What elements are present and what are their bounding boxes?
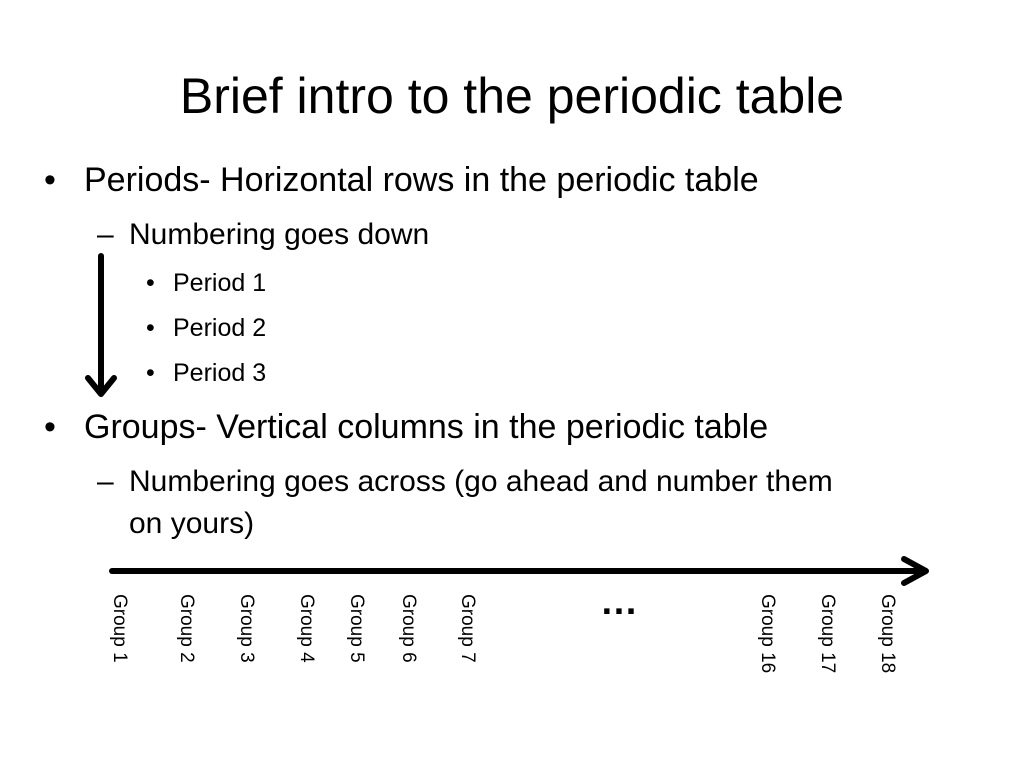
list-item-marker: • xyxy=(146,269,155,297)
group-label-16: Group 16 xyxy=(757,594,778,674)
right-arrow-icon xyxy=(112,559,926,583)
down-arrow-icon xyxy=(88,256,114,394)
sub-bullet-marker: – xyxy=(97,218,114,251)
sub-bullet-numbering-across-continued: on yours) xyxy=(129,507,255,540)
group-label-1: Group 1 xyxy=(109,594,130,663)
group-label-2: Group 2 xyxy=(176,594,197,663)
bullet-marker: • xyxy=(44,408,56,446)
bullet-groups: Groups- Vertical columns in the periodic table xyxy=(84,408,769,446)
group-label-7: Group 7 xyxy=(457,594,478,663)
list-item-marker: • xyxy=(146,359,155,387)
list-item-period-1: Period 1 xyxy=(173,269,267,297)
sub-bullet-numbering-across: Numbering goes across (go ahead and number them xyxy=(129,465,833,498)
slide-title: Brief intro to the periodic table xyxy=(179,68,845,124)
group-label-17: Group 17 xyxy=(817,594,838,674)
list-item-period-3: Period 3 xyxy=(173,359,267,387)
bullet-marker: • xyxy=(44,161,56,199)
ellipsis: … xyxy=(600,581,640,623)
group-label-3: Group 3 xyxy=(236,594,257,663)
group-label-6: Group 6 xyxy=(398,594,419,663)
bullet-periods: Periods- Horizontal rows in the periodic table xyxy=(84,161,759,199)
group-label-18: Group 18 xyxy=(877,594,898,674)
sub-bullet-numbering-down: Numbering goes down xyxy=(129,218,430,251)
sub-bullet-marker: – xyxy=(97,465,114,498)
list-item-period-2: Period 2 xyxy=(173,314,267,342)
group-label-4: Group 4 xyxy=(296,594,317,663)
group-label-5: Group 5 xyxy=(346,594,367,663)
list-item-marker: • xyxy=(146,314,155,342)
